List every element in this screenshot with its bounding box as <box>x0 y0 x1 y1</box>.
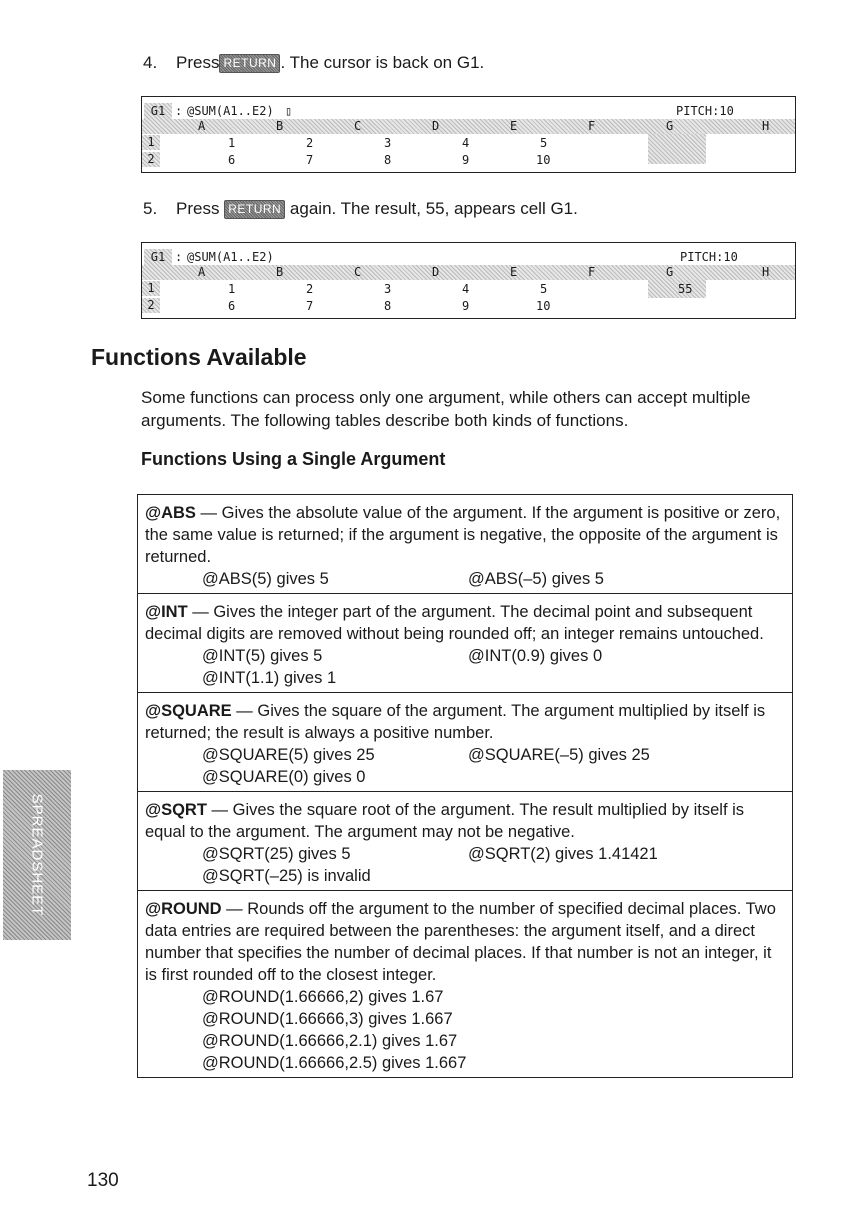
section-side-tab <box>3 770 71 940</box>
function-name: @SQRT <box>145 801 207 819</box>
example-row <box>145 1052 786 1074</box>
spreadsheet-screen-2 <box>141 242 796 319</box>
cell-value: 9 <box>462 153 470 167</box>
step-text-before: Press <box>176 199 220 218</box>
cell-value: 2 <box>306 136 314 150</box>
step-text-before: Press <box>176 53 220 72</box>
subsection-title: Functions Using a Single Argument <box>141 449 446 469</box>
cell-reference: G1 <box>144 103 172 119</box>
function-round <box>138 890 792 1077</box>
column-header: B <box>276 265 284 279</box>
cell-value: 10 <box>536 153 551 167</box>
formula-line: @SUM(A1..E2) <box>187 104 274 118</box>
function-description: — Rounds off the argument to the number of specified decimal places. Two data entries are required between the parentheses: the argument itself, and a direct number that specifies the number of decimal places. If that number is not an integer, it is first rounded off to the closest integer. <box>145 900 776 984</box>
function-description: — Gives the integer part of the argument. The decimal point and subsequent decimal digits are removed without being rounded off; an integer remains untouched. <box>145 603 764 643</box>
example: @ABS(–5) gives 5 <box>468 570 604 588</box>
return-key-icon: RETURN <box>224 200 285 219</box>
column-header: H <box>762 265 770 279</box>
cursor-icon: ▯ <box>285 104 293 118</box>
example: @ROUND(1.66666,2.5) gives 1.667 <box>202 1054 467 1072</box>
example-row <box>145 766 786 788</box>
column-header: D <box>432 119 440 133</box>
step-number: 5. <box>143 199 158 218</box>
example: @ROUND(1.66666,2) gives 1.67 <box>202 988 444 1006</box>
column-header: G <box>666 265 674 279</box>
cell-value: 3 <box>384 282 392 296</box>
cell-value: 1 <box>228 136 236 150</box>
example: @ABS(5) gives 5 <box>202 570 329 588</box>
cell-value: 3 <box>384 136 392 150</box>
example: @SQUARE(–5) gives 25 <box>468 746 650 764</box>
step-4 <box>143 52 484 74</box>
section-title: Functions Available <box>91 344 307 370</box>
example: @SQRT(–25) is invalid <box>202 867 371 885</box>
function-square <box>138 692 792 791</box>
example-row <box>145 568 786 590</box>
column-header: G <box>666 119 674 133</box>
side-tab-label: SPREADSHEET <box>28 793 46 917</box>
step-text-after: again. The result, 55, appears cell G1. <box>285 199 578 218</box>
column-header: C <box>354 119 362 133</box>
function-description: — Gives the square root of the argument. The result multiplied by itself is equal to the argument. The argument may not be negative. <box>145 801 745 841</box>
row-header: 2 <box>142 298 160 313</box>
example: @INT(5) gives 5 <box>202 647 323 665</box>
function-name: @SQUARE <box>145 702 232 720</box>
cell-reference: G1 <box>144 249 172 265</box>
cell-value: 8 <box>384 153 392 167</box>
pitch-indicator: PITCH:10 <box>680 250 738 264</box>
example: @SQUARE(0) gives 0 <box>202 768 366 786</box>
example-row <box>145 1008 786 1030</box>
cell-value: 4 <box>462 136 470 150</box>
step-number: 4. <box>143 53 158 72</box>
function-description: — Gives the square of the argument. The argument multiplied by itself is returned; the result is always a positive number. <box>145 702 766 742</box>
cell-value: 6 <box>228 153 236 167</box>
column-header: F <box>588 265 596 279</box>
row-header: 2 <box>142 152 160 167</box>
functions-table <box>137 494 793 1078</box>
return-key-icon: RETURN <box>219 54 280 73</box>
function-description: — Gives the absolute value of the argument. If the argument is positive or zero, the same value is returned; if the argument is negative, the opposite of the argument is returned. <box>145 504 781 566</box>
step-text-after: . The cursor is back on G1. <box>280 53 485 72</box>
function-sqrt <box>138 791 792 890</box>
cell-value: 10 <box>536 299 551 313</box>
column-header: A <box>198 119 206 133</box>
separator: : <box>175 250 183 264</box>
cell-value: 5 <box>540 282 548 296</box>
example-row <box>145 1030 786 1052</box>
row-header: 1 <box>142 281 160 296</box>
spreadsheet-screen-1 <box>141 96 796 173</box>
column-header: A <box>198 265 206 279</box>
cell-value: 9 <box>462 299 470 313</box>
column-header-bar <box>142 265 795 280</box>
cell-value: 7 <box>306 153 314 167</box>
example-row <box>145 667 786 689</box>
function-abs <box>138 495 792 593</box>
column-header: B <box>276 119 284 133</box>
data-row-1 <box>142 281 795 297</box>
example-row <box>145 744 786 766</box>
cell-value: 4 <box>462 282 470 296</box>
function-name: @INT <box>145 603 188 621</box>
data-row-2 <box>142 152 795 168</box>
example-row <box>145 843 786 865</box>
pitch-indicator: PITCH:10 <box>676 104 734 118</box>
column-header: C <box>354 265 362 279</box>
cell-g1-value: 55 <box>678 282 693 296</box>
example-row <box>145 986 786 1008</box>
example: @SQRT(2) gives 1.41421 <box>468 845 658 863</box>
function-int <box>138 593 792 692</box>
intro-paragraph: Some functions can process only one argument, while others can accept multiple arguments. The following tables describe both kinds of functions. <box>141 388 751 430</box>
cell-value: 2 <box>306 282 314 296</box>
cell-value: 8 <box>384 299 392 313</box>
example: @INT(1.1) gives 1 <box>202 669 337 687</box>
data-row-1 <box>142 135 795 151</box>
cell-value: 6 <box>228 299 236 313</box>
example: @ROUND(1.66666,3) gives 1.667 <box>202 1010 453 1028</box>
cell-value: 1 <box>228 282 236 296</box>
row-header: 1 <box>142 135 160 150</box>
formula-line: @SUM(A1..E2) <box>187 250 274 264</box>
column-header: E <box>510 265 518 279</box>
step-5 <box>143 198 578 220</box>
example: @INT(0.9) gives 0 <box>468 647 603 665</box>
column-header: F <box>588 119 596 133</box>
example: @SQUARE(5) gives 25 <box>202 746 375 764</box>
separator: : <box>175 104 183 118</box>
column-header: D <box>432 265 440 279</box>
cell-value: 5 <box>540 136 548 150</box>
column-header: E <box>510 119 518 133</box>
example-row <box>145 865 786 887</box>
function-name: @ABS <box>145 504 196 522</box>
column-header: H <box>762 119 770 133</box>
cell-value: 7 <box>306 299 314 313</box>
data-row-2 <box>142 298 795 314</box>
example: @SQRT(25) gives 5 <box>202 845 351 863</box>
column-header-bar <box>142 119 795 134</box>
example-row <box>145 645 786 667</box>
page-number: 130 <box>87 1170 119 1191</box>
example: @ROUND(1.66666,2.1) gives 1.67 <box>202 1032 458 1050</box>
function-name: @ROUND <box>145 900 222 918</box>
